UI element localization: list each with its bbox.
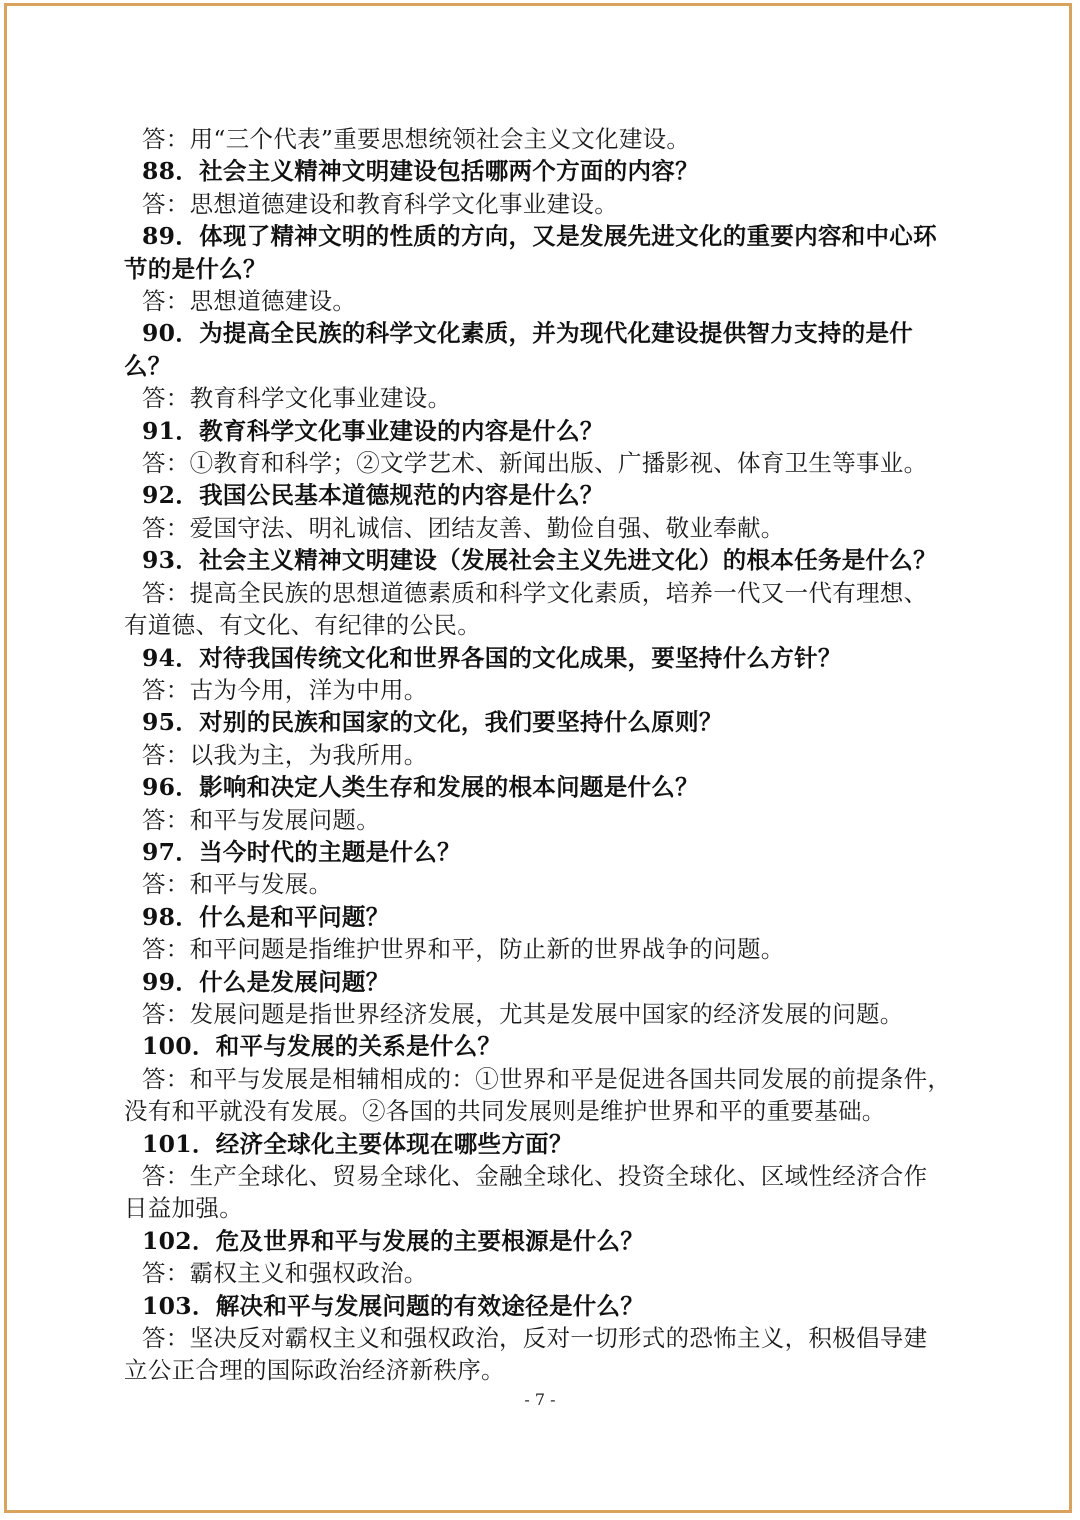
answer-line: 日益加强。 (124, 1194, 243, 1223)
answer-line: 答：爱国守法、明礼诚信、团结友善、勤俭自强、敬业奉献。 (142, 513, 785, 542)
question-line: 92．我国公民基本道德规范的内容是什么？ (142, 481, 604, 510)
answer-line: 答：①教育和科学；②文学艺术、新闻出版、广播影视、体育卫生等事业。 (142, 449, 928, 478)
answer-line: 立公正合理的国际政治经济新秩序。 (124, 1356, 505, 1385)
answer-line: 答：教育科学文化事业建设。 (142, 384, 452, 413)
question-line: 94．对待我国传统文化和世界各国的文化成果，要坚持什么方针？ (142, 643, 842, 672)
question-line: 96．影响和决定人类生存和发展的根本问题是什么？ (142, 773, 699, 802)
answer-line: 答：用“三个代表”重要思想统领社会主义文化建设。 (142, 125, 691, 153)
answer-line: 答：以我为主，为我所用。 (142, 740, 428, 769)
question-line: 100．和平与发展的关系是什么？ (142, 1032, 502, 1061)
answer-line: 答：发展问题是指世界经济发展，尤其是发展中国家的经济发展的问题。 (142, 999, 904, 1028)
answer-line: 答：和平问题是指维护世界和平，防止新的世界战争的问题。 (142, 935, 785, 964)
answer-line: 答：和平与发展问题。 (142, 805, 380, 834)
answer-line: 答：思想道德建设。 (142, 287, 357, 316)
answer-line: 答：生产全球化、贸易全球化、金融全球化、投资全球化、区域性经济合作 (142, 1162, 928, 1190)
answer-line: 没有和平就没有发展。②各国的共同发展则是维护世界和平的重要基础。 (124, 1097, 886, 1126)
question-line: 99．什么是发展问题？ (142, 967, 390, 996)
answer-line: 答：古为今用，洋为中用。 (142, 675, 428, 704)
answer-line: 答：坚决反对霸权主义和强权政治，反对一切形式的恐怖主义，积极倡导建 (142, 1324, 928, 1353)
question-line: 么？ (124, 351, 172, 380)
answer-line: 答：和平与发展。 (142, 870, 333, 899)
answer-line: 答：霸权主义和强权政治。 (142, 1259, 428, 1288)
question-line: 102．危及世界和平与发展的主要根源是什么？ (142, 1226, 645, 1255)
question-line: 97．当今时代的主题是什么？ (142, 837, 461, 866)
answer-line: 答：和平与发展是相辅相成的：①世界和平是促进各国共同发展的前提条件， (142, 1064, 952, 1093)
question-line: 88．社会主义精神文明建设包括哪两个方面的内容？ (142, 157, 699, 186)
page-number: - 7 - (524, 1390, 556, 1409)
answer-line: 答：思想道德建设和教育科学文化事业建设。 (142, 189, 618, 218)
answer-line: 有道德、有文化、有纪律的公民。 (124, 611, 481, 640)
question-line: 98．什么是和平问题？ (142, 902, 390, 931)
question-line: 95．对别的民族和国家的文化，我们要坚持什么原则？ (142, 708, 723, 737)
question-line: 101．经济全球化主要体现在哪些方面？ (142, 1129, 573, 1158)
question-line: 节的是什么？ (124, 254, 267, 283)
question-line: 103．解决和平与发展问题的有效途径是什么？ (142, 1291, 645, 1320)
question-line: 93．社会主义精神文明建设（发展社会主义先进文化）的根本任务是什么？ (142, 546, 937, 575)
document-body (124, 123, 959, 1387)
question-line: 90．为提高全民族的科学文化素质，并为现代化建设提供智力支持的是什 (142, 319, 914, 348)
answer-line: 答：提高全民族的思想道德素质和科学文化素质，培养一代又一代有理想、 (142, 578, 928, 607)
question-line: 89．体现了精神文明的性质的方向，又是发展先进文化的重要内容和中心环 (142, 222, 937, 251)
question-line: 91．教育科学文化事业建设的内容是什么？ (142, 416, 604, 445)
